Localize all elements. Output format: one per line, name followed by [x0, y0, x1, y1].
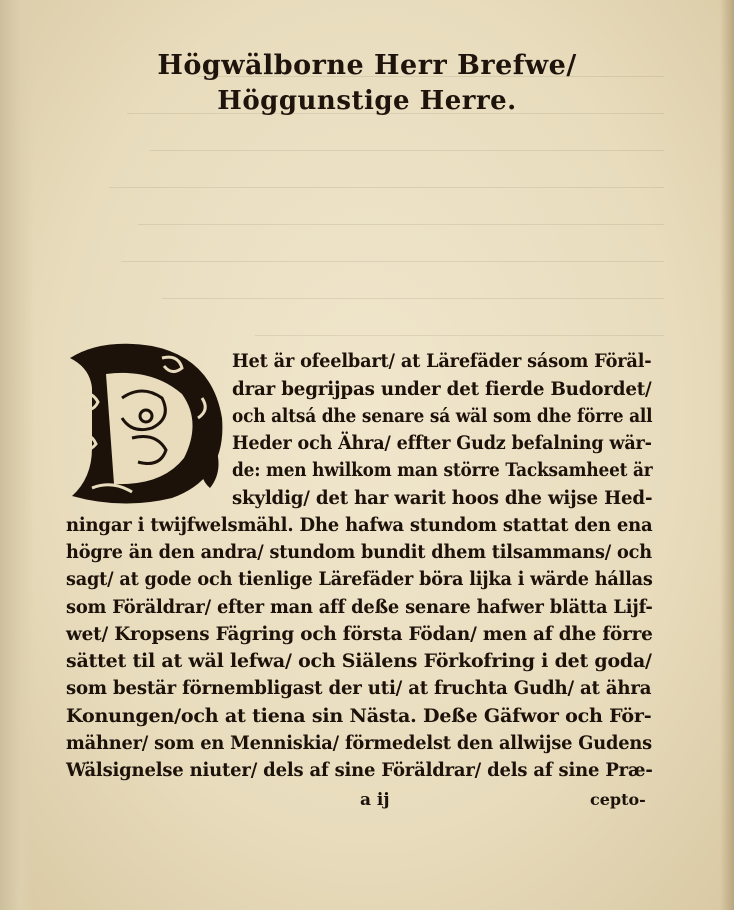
- body-line: Heder och Ähra/ effter Gudz befalning wär-: [232, 432, 652, 454]
- body-line: ningar i twijfwelsmähl. Dhe hafwa stundom stattat den ena: [66, 514, 653, 536]
- body-line: skyldig/ det har warit hoos dhe wijse Hed-: [232, 487, 653, 509]
- page-heading-line-1: Högwälborne Herr Brefwe/: [157, 50, 577, 81]
- body-line: högre än den andra/ stundom bundit dhem tilsammans/ och: [66, 541, 652, 563]
- body-line: Het är ofeelbart/ at Lärefäder sásom Föräl-: [232, 350, 652, 372]
- ornamental-drop-cap: [62, 338, 226, 506]
- body-line: och altsá dhe senare sá wäl som dhe förre all: [232, 405, 653, 427]
- body-line: som bestär förnembligast der uti/ at fruchta Gudh/ at ähra: [66, 677, 652, 699]
- body-line: de: men hwilkom man större Tacksamheet är: [232, 459, 653, 481]
- page-heading-line-2: Höggunstige Herre.: [217, 86, 517, 116]
- signature-mark: a ij: [360, 790, 390, 810]
- body-line: Wälsignelse niuter/ dels af sine Föräldrar/ dels af sine Præ-: [66, 759, 653, 781]
- body-line: Konungen/och at tiena sin Nästa. Deße Gäfwor och För-: [66, 705, 652, 727]
- body-line: wet/ Kropsens Fägring och första Födan/ men af dhe förre: [66, 623, 653, 645]
- body-line: sagt/ at gode och tienlige Lärefäder böra lijka i wärde hállas: [66, 568, 653, 590]
- catchword: cepto-: [590, 790, 646, 809]
- body-line: drar begrijpas under det fierde Budordet/: [232, 378, 652, 400]
- body-line: som Föräldrar/ efter man aff deße senare hafwer blätta Lijf-: [66, 596, 653, 618]
- body-line: mähner/ som en Menniskia/ förmedelst den allwijse Gudens: [66, 732, 652, 754]
- body-line: sättet til at wäl lefwa/ och Siälens Förkofring i det goda/: [66, 650, 652, 672]
